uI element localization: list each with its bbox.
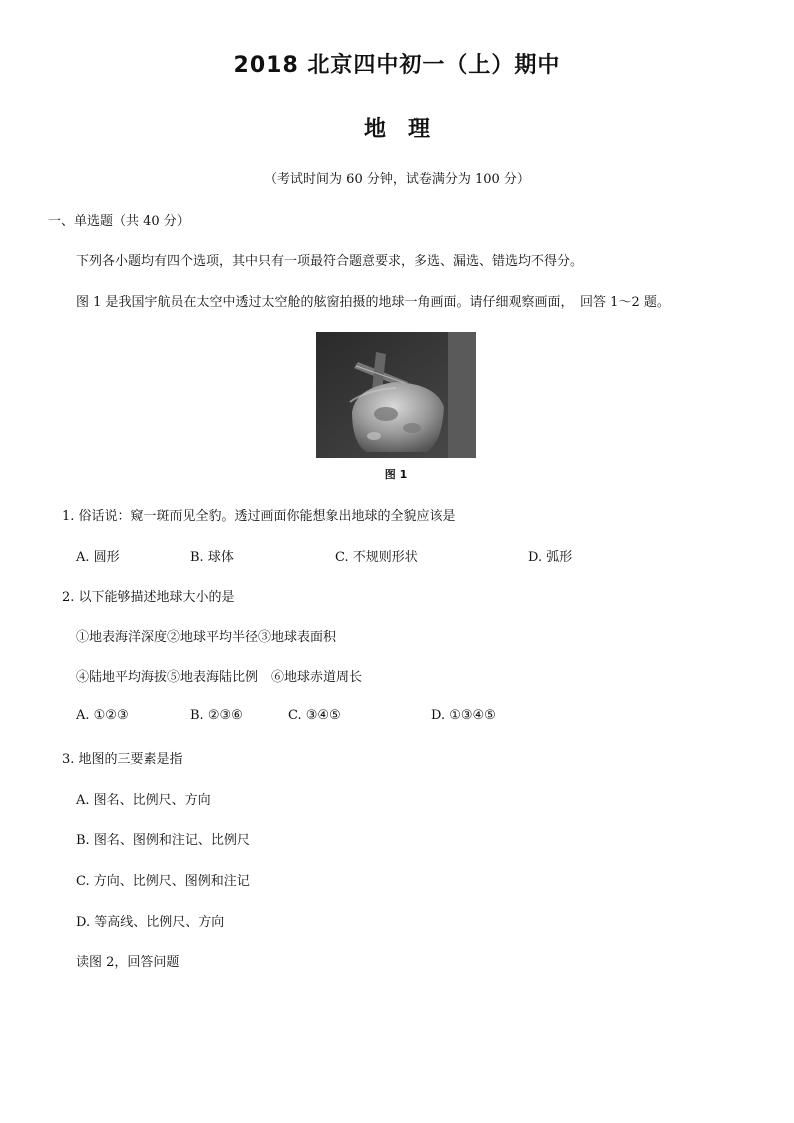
figure-caption: 图 1 <box>384 468 408 481</box>
question-3-option-c: C. 方向、比例尺、图例和注记 <box>76 874 250 889</box>
question-1-option-d: D. 弧形 <box>528 550 573 565</box>
earth-photo <box>316 332 476 458</box>
question-1-option-b: B. 球体 <box>190 550 234 565</box>
section-instruction: 下列各小题均有四个选项，其中只有一项最符合题意要求，多选、漏选、错选均不得分。 <box>76 254 584 269</box>
question-2-option-a: A. ①②③ <box>76 708 129 723</box>
subject-title: 地 理 <box>363 117 430 142</box>
question-1-option-c: C. 不规则形状 <box>335 550 418 565</box>
question-1-option-a: A. 圆形 <box>76 550 120 565</box>
question-2-option-b: B. ②③⑥ <box>190 708 243 723</box>
page-title: 2018 北京四中初一（上）期中 <box>233 53 561 78</box>
question-3-option-b: B. 图名、图例和注记、比例尺 <box>76 833 250 848</box>
exam-info: （考试时间为 60 分钟，试卷满分为 100 分） <box>264 172 530 187</box>
question-2-line-1: ①地表海洋深度②地球平均半径③地球表面积 <box>76 630 337 645</box>
question-2-line-2: ④陆地平均海拔⑤地表海陆比例 ⑥地球赤道周长 <box>76 670 363 685</box>
question-3-stem: 3. 地图的三要素是指 <box>62 752 183 767</box>
question-2-stem: 2. 以下能够描述地球大小的是 <box>62 590 235 605</box>
section-heading: 一、单选题（共 40 分） <box>48 214 190 229</box>
figure-2-prompt: 读图 2，回答问题 <box>76 955 180 970</box>
question-1-stem: 1. 俗话说：窥一斑而见全豹。透过画面你能想象出地球的全貌应该是 <box>62 509 456 524</box>
figure-intro: 图 1 是我国宇航员在太空中透过太空舱的舷窗拍摄的地球一角画面。请仔细观察画面， 回答 1～2 题。 <box>76 295 670 310</box>
question-2-option-c: C. ③④⑤ <box>288 708 341 723</box>
earth-photo-figure <box>316 332 476 458</box>
question-2-option-d: D. ①③④⑤ <box>431 708 496 723</box>
question-3-option-a: A. 图名、比例尺、方向 <box>76 793 211 808</box>
question-3-option-d: D. 等高线、比例尺、方向 <box>76 915 225 930</box>
